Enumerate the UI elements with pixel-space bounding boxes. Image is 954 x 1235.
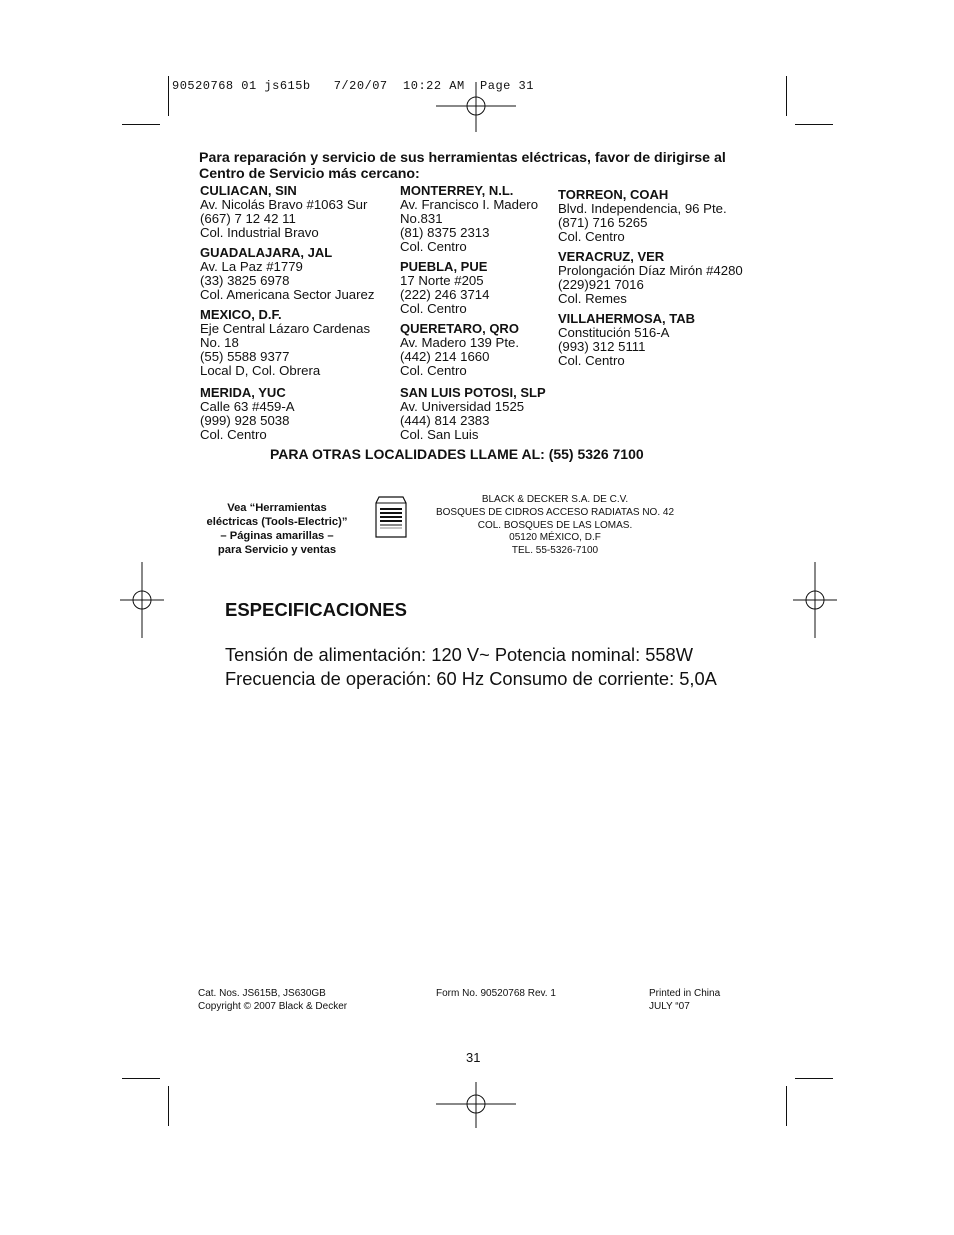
spec-frequency-current: Frecuencia de operación: 60 Hz Consumo de corriente: 5,0A: [225, 668, 717, 689]
address-line: Col. Centro: [400, 301, 467, 316]
registration-mark-right: [793, 562, 837, 638]
form-number: Form No. 90520768 Rev. 1: [436, 988, 556, 999]
city-name: MERIDA, YUC: [200, 385, 286, 400]
company-city: 05120 MÉXICO, D.F: [509, 532, 601, 544]
address-line: Col. Remes: [558, 291, 627, 306]
registration-mark-bottom: [436, 1082, 516, 1128]
company-address: [420, 494, 690, 558]
yellow-pages-line: Vea “Herramientas: [227, 502, 327, 514]
address-line: Col. Centro: [200, 427, 267, 442]
city-name: PUEBLA, PUE: [400, 259, 488, 274]
registration-mark-top: [436, 82, 516, 132]
address-line: Eje Central Lázaro Cardenas: [200, 321, 371, 336]
address-line: Col. Centro: [400, 363, 467, 378]
service-center-queretaro: [400, 322, 560, 378]
service-center-mexico-df: [200, 308, 395, 378]
phone-line: (999) 928 5038: [200, 413, 290, 428]
service-center-san-luis-potosi: [400, 386, 560, 442]
phone-line: (442) 214 1660: [400, 349, 490, 364]
address-line: Local D, Col. Obrera: [200, 363, 321, 378]
city-name: VERACRUZ, VER: [558, 249, 665, 264]
company-street: BOSQUES DE CIDROS ACCESO RADIATAS NO. 42: [435, 506, 675, 518]
service-center-torreon: [558, 188, 763, 244]
phone-line: (55) 5588 9377: [200, 349, 290, 364]
service-column-3: [558, 188, 763, 374]
seccion-amarilla-logo: [375, 495, 407, 539]
address-line: Av. Madero 139 Pte.: [400, 335, 520, 350]
print-date: JULY “07: [649, 1001, 690, 1012]
phone-line: (871) 716 5265: [558, 215, 648, 230]
phone-line: (81) 8375 2313: [400, 225, 490, 240]
city-name: MONTERREY, N.L.: [400, 183, 514, 198]
service-center-puebla: [400, 260, 560, 316]
service-intro: Para reparación y servicio de sus herramientas eléctricas, favor de dirigirse al Centro de Servicio más cercano:: [199, 150, 726, 182]
company-colony: COL. BOSQUES DE LAS LOMAS.: [477, 519, 633, 531]
city-name: QUERETARO, QRO: [400, 321, 519, 336]
other-locations-phone: PARA OTRAS LOCALIDADES LLAME AL: (55) 5326 7100: [270, 446, 644, 462]
service-column-2: [400, 184, 560, 448]
yellow-pages-line: para Servicio y ventas: [217, 544, 337, 556]
company-phone: TEL. 55-5326-7100: [511, 545, 599, 557]
phone-line: (444) 814 2383: [400, 413, 490, 428]
service-center-culiacan: [200, 184, 395, 240]
printed-in: Printed in China: [649, 988, 721, 999]
company-name: BLACK & DECKER S.A. DE C.V.: [481, 494, 629, 505]
yellow-pages-note: [195, 501, 359, 557]
service-center-veracruz: [558, 250, 763, 306]
yellow-pages-line: eléctricas (Tools-Electric)”: [206, 516, 348, 528]
city-name: TORREON, COAH: [558, 187, 669, 202]
service-center-merida: [200, 386, 395, 442]
address-line: Av. Francisco I. Madero: [400, 197, 539, 212]
service-column-1: [200, 184, 395, 448]
address-line: Av. Nicolás Bravo #1063 Sur: [200, 197, 368, 212]
address-line: Col. Industrial Bravo: [200, 225, 319, 240]
copyright: Copyright © 2007 Black & Decker: [198, 1001, 348, 1012]
yellow-pages-line: – Páginas amarillas –: [220, 530, 334, 542]
service-center-guadalajara: [200, 246, 395, 302]
city-name: VILLAHERMOSA, TAB: [558, 311, 695, 326]
address-line: Col. Centro: [400, 239, 467, 254]
address-line: Calle 63 #459-A: [200, 399, 295, 414]
city-name: GUADALAJARA, JAL: [200, 245, 333, 260]
spec-voltage-power: Tensión de alimentación: 120 V~ Potencia nominal: 558W: [225, 644, 693, 665]
city-name: CULIACAN, SIN: [200, 183, 297, 198]
page-number: 31: [466, 1050, 481, 1065]
phone-line: (993) 312 5111: [558, 339, 646, 354]
address-line: Constitución 516-A: [558, 325, 670, 340]
specifications-title: ESPECIFICACIONES: [225, 599, 407, 620]
address-line: Prolongación Díaz Mirón #4280: [558, 263, 743, 278]
footer-print-info: [649, 987, 720, 1013]
address-line: No. 18: [200, 335, 239, 350]
phone-line: (33) 3825 6978: [200, 273, 290, 288]
address-line: Col. Centro: [558, 353, 625, 368]
service-center-monterrey: [400, 184, 560, 254]
phone-line: (667) 7 12 42 11: [200, 211, 296, 226]
address-line: Col. San Luis: [400, 427, 479, 442]
address-line: 17 Norte #205: [400, 273, 484, 288]
address-line: No.831: [400, 211, 443, 226]
city-name: SAN LUIS POTOSI, SLP: [400, 385, 546, 400]
service-center-villahermosa: [558, 312, 763, 368]
city-name: MEXICO, D.F.: [200, 307, 282, 322]
print-slug: 90520768 01 js615b 7/20/07 10:22 AM Page 31: [172, 79, 534, 93]
address-line: Blvd. Independencia, 96 Pte.: [558, 201, 727, 216]
phone-line: (229)921 7016: [558, 277, 644, 292]
address-line: Col. Americana Sector Juarez: [200, 287, 375, 302]
catalog-numbers: Cat. Nos. JS615B, JS630GB: [198, 988, 326, 999]
phone-line: (222) 246 3714: [400, 287, 490, 302]
address-line: Av. Universidad 1525: [400, 399, 525, 414]
address-line: Av. La Paz #1779: [200, 259, 303, 274]
address-line: Col. Centro: [558, 229, 625, 244]
footer-catalog: [198, 987, 347, 1013]
registration-mark-left: [120, 562, 164, 638]
